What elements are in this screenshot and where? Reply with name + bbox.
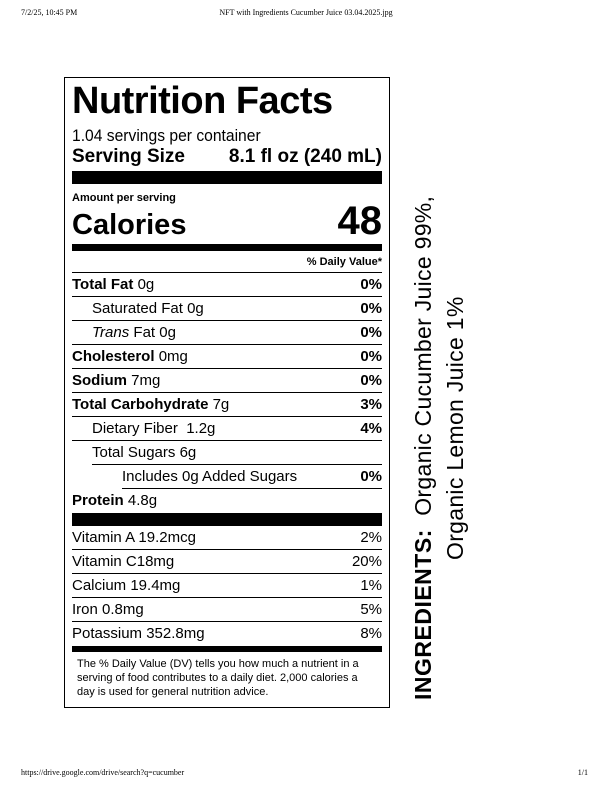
nutrient-row-saturated-fat [72,297,382,321]
ingredients-panel [407,120,487,700]
print-document-title: NFT with Ingredients Cucumber Juice 03.04.2025.jpg [219,8,393,17]
daily-value-footnote: The % Daily Value (DV) tells you how much a nutrient in a serving of food contributes to a daily diet. 2,000 calories a day is used for general nutrition advice. [77,658,359,698]
calories-value: 48 [337,199,382,243]
servings-per-container: 1.04 servings per container [72,126,261,145]
nutrient-row-trans-fat [72,321,382,345]
ingredients-rotated-text [407,120,487,700]
nutrient-name: Cholesterol [72,348,155,365]
print-header [0,8,612,22]
ingredients-heading: INGREDIENTS: [410,529,436,700]
nutrient-dv: 0% [360,324,382,341]
nutrient-name: Saturated Fat [92,300,183,317]
nutrient-name: Total Fat [72,276,134,293]
nutrient-dv: 0% [360,468,382,485]
print-page-number: 1/1 [577,768,588,777]
nutrient-amount: 6g [179,444,197,461]
vitamin-text: Iron 0.8mg [72,601,144,618]
ingredients-line-1 [407,120,439,700]
nutrient-row-total-fat [72,273,382,297]
nutrient-name: Total Sugars [92,444,176,461]
serving-size-label: Serving Size [72,146,185,167]
calories-row [72,199,382,243]
nutrient-amount: 1.2g [186,420,216,437]
nutrient-amount: 7g [212,396,230,413]
nutrient-name: Total Carbohydrate [72,396,209,413]
nutrient-row-added-sugars [122,465,382,489]
vitamin-text: Potassium 352.8mg [72,625,205,642]
vitamin-dv: 2% [360,529,382,546]
vitamin-text: Vitamin A 19.2mcg [72,529,196,546]
nutrient-name: Trans [92,324,130,341]
print-timestamp: 7/2/25, 10:45 PM [21,8,78,17]
nutrient-amount: 4.8g [127,492,158,509]
nutrient-dv: 0% [360,348,382,365]
ingredients-line-2 [439,120,471,700]
vitamin-dv: 5% [360,601,382,618]
nutrient-amount: 0mg [158,348,188,365]
vitamin-text: Calcium 19.4mg [72,577,181,594]
nutrient-name: Includes 0g Added Sugars [122,468,298,485]
nutrient-amount: 7mg [131,372,161,389]
nutrient-dv: 4% [360,420,382,437]
nutrient-name: Sodium [72,372,127,389]
vitamin-row [72,622,382,646]
vitamin-text: Vitamin C18mg [72,553,175,570]
nutrient-amount: 0g [137,276,155,293]
vitamin-dv: 1% [360,577,382,594]
nutrient-row-cholesterol [72,345,382,369]
nutrient-row-dietary-fiber [72,417,382,441]
nutrient-dv: 0% [360,372,382,389]
nutrient-amount: 0g [187,300,204,317]
nutrient-row-total-sugars [92,441,382,465]
nutrient-name: Dietary Fiber [92,420,178,437]
nutrition-facts-label [64,77,390,708]
nutrient-row-protein [72,489,382,513]
nutrient-row-sodium [72,369,382,393]
print-url: https://drive.google.com/drive/search?q=cucumber [21,768,185,777]
divider-medium [72,244,382,251]
nutrient-name: Protein [72,492,124,509]
serving-size-row [72,146,382,168]
ingredient-text: Organic Cucumber Juice 99%, [410,195,436,516]
nutrient-amount: 0g [159,324,176,341]
vitamin-row [72,574,382,598]
vitamin-row [72,550,382,574]
vitamin-dv: 8% [360,625,382,642]
ingredient-text: Organic Lemon Juice 1% [442,296,468,560]
nutrient-row-total-carbohydrate [72,393,382,417]
calories-label: Calories [72,209,187,241]
nutrient-dv: 3% [360,396,382,413]
vitamin-dv: 20% [351,553,382,570]
serving-size-value: 8.1 fl oz (240 mL) [228,146,382,167]
nutrient-dv: 0% [360,300,382,317]
nutrient-name-suffix: Fat [133,324,156,341]
divider-thick [72,171,382,184]
nutrient-dv: 0% [360,276,382,293]
vitamin-row [72,598,382,622]
divider-thick [72,513,382,526]
daily-value-header: % Daily Value* [72,251,382,273]
amount-per-serving: Amount per serving [72,192,176,204]
label-title: Nutrition Facts [72,80,333,122]
vitamin-row [72,526,382,550]
